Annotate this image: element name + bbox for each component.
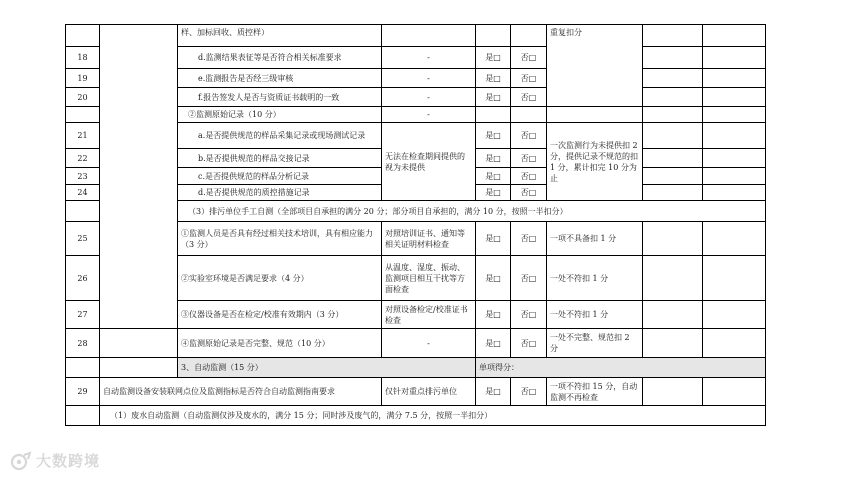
table-row	[66, 406, 766, 426]
table-row: 26 ②实验室环境是否满足要求（4 分） 从温度、湿度、振动、监测项目相互干扰等方面检查 是□ 否□ 一处不符扣 1 分	[66, 256, 766, 301]
table-row: 20 f.报告签发人是否与资质证书载明的一致 - 是□ 否□	[66, 88, 766, 107]
no-checkbox[interactable]: 否□	[511, 256, 547, 301]
no-checkbox[interactable]: 否□	[511, 329, 547, 358]
yes-checkbox[interactable]: 是□	[476, 69, 511, 88]
yes-checkbox[interactable]: 是□	[476, 168, 511, 185]
no-checkbox[interactable]: 否□	[511, 301, 547, 329]
table-row: 24 d.是否提供规范的质控措施记录 是□ 否□	[66, 185, 766, 201]
watermark-text: 大数跨境	[36, 452, 101, 470]
yes-checkbox[interactable]: 是□	[476, 329, 511, 358]
table-row: 28 ④监测原始记录是否完整、规范（10 分） - 是□ 否□ 一处不完整、规范扣 2 分	[66, 329, 766, 358]
table-row: 样、加标回收、质控样） 重复扣分	[66, 25, 766, 47]
no-checkbox[interactable]: 否□	[511, 47, 547, 69]
yes-checkbox[interactable]: 是□	[476, 123, 511, 149]
section-heading: （3）排污单位手工自测（全部项目自承担的满分 20 分；部分项目自承担的，满分 10 分，按照一半扣分）	[178, 201, 766, 222]
yes-checkbox[interactable]: 是□	[476, 185, 511, 201]
table-row: 25 ①监测人员是否具有经过相关技术培训，具有相应能力（3 分） 对照培训证书、通知等相关证明材料检查 是□ 否□ 一项不具备扣 1 分	[66, 222, 766, 256]
no-checkbox[interactable]: 否□	[511, 123, 547, 149]
score-label: 单项得分：	[476, 358, 766, 378]
rule-cell: 重复扣分	[547, 25, 643, 107]
table-row: 23 c.是否提供规范的样品分析记录 是□ 否□	[66, 168, 766, 185]
section-heading: 3、自动监测（15 分）	[178, 358, 476, 378]
table-row: 29 自动监测设备安装联网点位及监测指标是否符合自动监测指南要求 仅针对重点排污单位 是□ 否□ 一项不符扣 15 分，自动监测不再检查	[66, 378, 766, 406]
rule-cell: 一次监测行为未提供扣 2 分，提供记录不规范的扣 1 分，累计扣完 10 分为止	[547, 123, 643, 201]
yes-checkbox[interactable]: 是□	[476, 301, 511, 329]
yes-checkbox[interactable]: 是□	[476, 88, 511, 107]
no-checkbox[interactable]: 否□	[511, 69, 547, 88]
watermark-logo-icon	[10, 451, 32, 471]
subsection-heading: ②监测原始记录（10 分）	[178, 107, 382, 123]
yes-checkbox[interactable]: 是□	[476, 256, 511, 301]
no-checkbox[interactable]: 否□	[511, 185, 547, 201]
inspection-table	[65, 24, 766, 426]
table-row: 21 a.是否提供规范的样品采集记录或现场测试记录 无法在检查期间提供的视为未提供 是□ 否□ 一次监测行为未提供扣 2 分，提供记录不规范的扣 1 分，累计扣完 10 分为止	[66, 123, 766, 149]
method-cell: 无法在检查期间提供的视为未提供	[382, 123, 476, 201]
no-checkbox[interactable]: 否□	[511, 222, 547, 256]
watermark	[10, 450, 100, 471]
section-heading: （1）废水自动监测（自动监测仅涉及废水的，满分 15 分；同时涉及废气的，满分 7.5 分，按照一半扣分）	[100, 406, 766, 426]
yes-checkbox[interactable]: 是□	[476, 47, 511, 69]
no-checkbox[interactable]: 否□	[511, 168, 547, 185]
no-checkbox[interactable]: 否□	[511, 149, 547, 168]
table-row: ②监测原始记录（10 分） -	[66, 107, 766, 123]
table-row: 27 ③仪器设备是否在检定/校准有效期内（3 分） 对照设备检定/校准证书检查 是□ 否□ 一处不符扣 1 分	[66, 301, 766, 329]
table-row	[66, 358, 766, 378]
no-checkbox[interactable]: 否□	[511, 378, 547, 406]
yes-checkbox[interactable]: 是□	[476, 378, 511, 406]
table-row: 22 b.是否提供规范的样品交接记录 是□ 否□	[66, 149, 766, 168]
table-row: 18 d.监测结果表征等是否符合相关标准要求 - 是□ 否□	[66, 47, 766, 69]
yes-checkbox[interactable]: 是□	[476, 149, 511, 168]
category-cell	[100, 25, 178, 329]
no-checkbox[interactable]: 否□	[511, 88, 547, 107]
yes-checkbox[interactable]: 是□	[476, 222, 511, 256]
table-row: 19 e.监测报告是否经三级审核 - 是□ 否□	[66, 69, 766, 88]
